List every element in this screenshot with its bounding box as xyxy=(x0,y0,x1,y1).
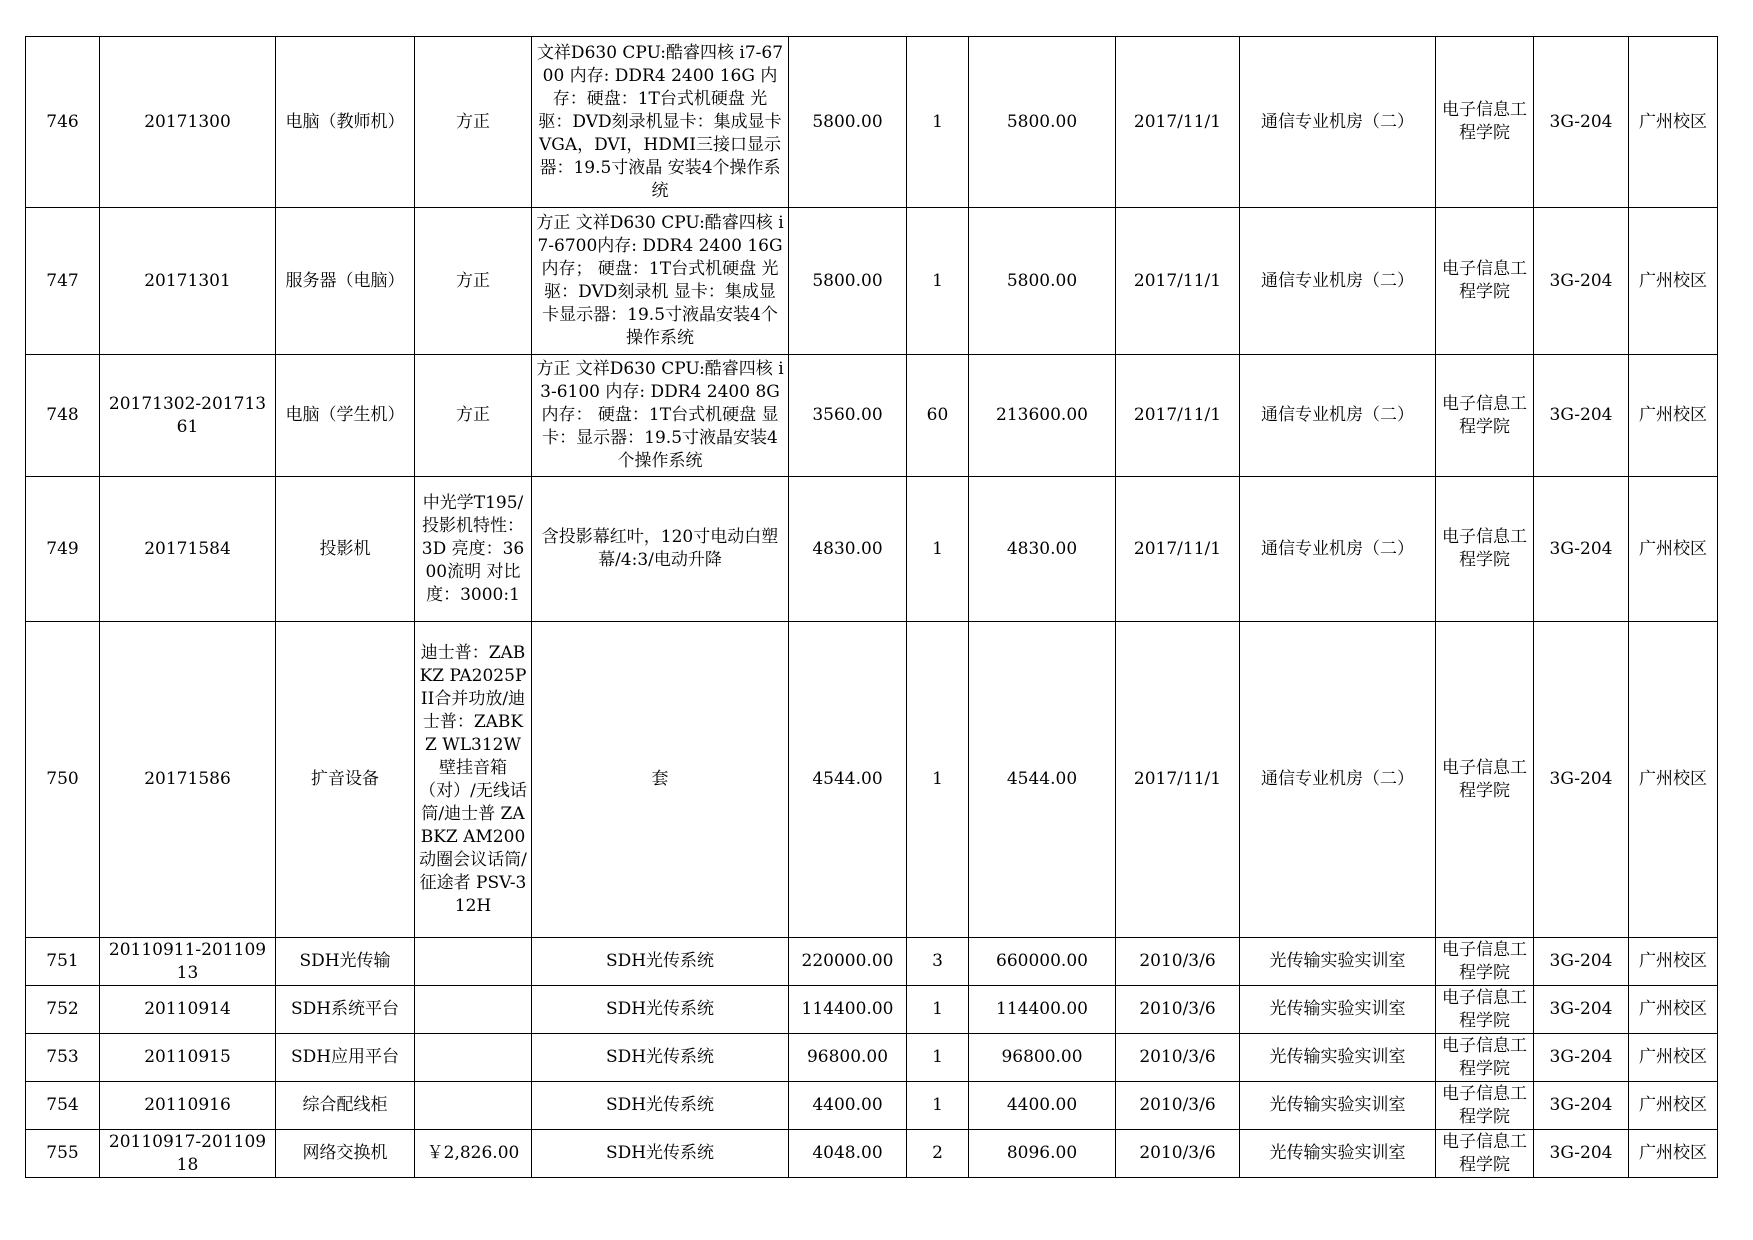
table-row xyxy=(26,1130,1718,1178)
table-row xyxy=(26,986,1718,1034)
item-name-cell: 电脑（学生机） xyxy=(276,355,415,477)
quantity-cell: 3 xyxy=(907,938,969,986)
equipment-inventory-table xyxy=(25,36,1718,1178)
table-row xyxy=(26,355,1718,477)
table-row xyxy=(26,37,1718,208)
spec-cell: 文祥D630 CPU:酷睿四核 i7-6700 内存: DDR4 2400 16G 内存：硬盘：1T台式机硬盘 光驱：DVD刻录机显卡：集成显卡VGA，DVI，HDMI三接口显示器：19.5寸液晶 安装4个操作系统 xyxy=(532,37,789,208)
unit-price-cell: 114400.00 xyxy=(789,986,907,1034)
asset-code-cell: 20171300 xyxy=(100,37,276,208)
brand-cell: ￥2,826.00 xyxy=(415,1130,532,1178)
table-body xyxy=(26,37,1718,1178)
brand-cell: 方正 xyxy=(415,37,532,208)
unit-price-cell: 4544.00 xyxy=(789,622,907,938)
row-number-cell: 751 xyxy=(26,938,100,986)
quantity-cell: 1 xyxy=(907,1082,969,1130)
campus-cell: 广州校区 xyxy=(1629,622,1718,938)
item-name-cell: SDH应用平台 xyxy=(276,1034,415,1082)
row-number-cell: 746 xyxy=(26,37,100,208)
campus-cell: 广州校区 xyxy=(1629,355,1718,477)
table-row xyxy=(26,208,1718,355)
campus-cell: 广州校区 xyxy=(1629,37,1718,208)
purchase-date-cell: 2010/3/6 xyxy=(1116,1034,1240,1082)
asset-code-cell: 20110916 xyxy=(100,1082,276,1130)
brand-cell xyxy=(415,986,532,1034)
row-number-cell: 748 xyxy=(26,355,100,477)
quantity-cell: 1 xyxy=(907,1034,969,1082)
room-cell: 3G-204 xyxy=(1534,355,1629,477)
department-cell: 电子信息工程学院 xyxy=(1436,1082,1534,1130)
total-amount-cell: 4544.00 xyxy=(969,622,1116,938)
campus-cell: 广州校区 xyxy=(1629,1034,1718,1082)
spec-cell: 方正 文祥D630 CPU:酷睿四核 i3-6100 内存: DDR4 2400 8G 内存： 硬盘：1T台式机硬盘 显卡：显示器：19.5寸液晶安装4个操作系统 xyxy=(532,355,789,477)
item-name-cell: 投影机 xyxy=(276,477,415,622)
room-cell: 3G-204 xyxy=(1534,986,1629,1034)
spec-cell: 含投影幕红叶，120寸电动白塑幕/4:3/电动升降 xyxy=(532,477,789,622)
table-row xyxy=(26,622,1718,938)
location-cell: 通信专业机房（二） xyxy=(1240,208,1436,355)
room-cell: 3G-204 xyxy=(1534,477,1629,622)
spec-cell: SDH光传系统 xyxy=(532,1130,789,1178)
row-number-cell: 749 xyxy=(26,477,100,622)
quantity-cell: 60 xyxy=(907,355,969,477)
total-amount-cell: 5800.00 xyxy=(969,37,1116,208)
table-row xyxy=(26,1034,1718,1082)
location-cell: 通信专业机房（二） xyxy=(1240,355,1436,477)
purchase-date-cell: 2010/3/6 xyxy=(1116,938,1240,986)
purchase-date-cell: 2010/3/6 xyxy=(1116,1130,1240,1178)
spec-cell: SDH光传系统 xyxy=(532,938,789,986)
unit-price-cell: 4048.00 xyxy=(789,1130,907,1178)
quantity-cell: 1 xyxy=(907,986,969,1034)
quantity-cell: 1 xyxy=(907,477,969,622)
campus-cell: 广州校区 xyxy=(1629,1130,1718,1178)
unit-price-cell: 4400.00 xyxy=(789,1082,907,1130)
asset-code-cell: 20171302-20171361 xyxy=(100,355,276,477)
asset-code-cell: 20110911-20110913 xyxy=(100,938,276,986)
brand-cell: 中光学T195/投影机特性：3D 亮度：3600流明 对比度：3000:1 xyxy=(415,477,532,622)
campus-cell: 广州校区 xyxy=(1629,208,1718,355)
quantity-cell: 1 xyxy=(907,622,969,938)
spec-cell: 方正 文祥D630 CPU:酷睿四核 i7-6700内存: DDR4 2400 16G 内存； 硬盘：1T台式机硬盘 光驱：DVD刻录机 显卡：集成显卡显示器：19.5寸液晶安装4个操作系统 xyxy=(532,208,789,355)
asset-code-cell: 20110914 xyxy=(100,986,276,1034)
row-number-cell: 755 xyxy=(26,1130,100,1178)
campus-cell: 广州校区 xyxy=(1629,986,1718,1034)
department-cell: 电子信息工程学院 xyxy=(1436,477,1534,622)
unit-price-cell: 220000.00 xyxy=(789,938,907,986)
room-cell: 3G-204 xyxy=(1534,37,1629,208)
location-cell: 光传输实验实训室 xyxy=(1240,1082,1436,1130)
total-amount-cell: 5800.00 xyxy=(969,208,1116,355)
brand-cell: 方正 xyxy=(415,355,532,477)
total-amount-cell: 213600.00 xyxy=(969,355,1116,477)
campus-cell: 广州校区 xyxy=(1629,1082,1718,1130)
campus-cell: 广州校区 xyxy=(1629,477,1718,622)
row-number-cell: 750 xyxy=(26,622,100,938)
purchase-date-cell: 2010/3/6 xyxy=(1116,986,1240,1034)
location-cell: 通信专业机房（二） xyxy=(1240,622,1436,938)
campus-cell: 广州校区 xyxy=(1629,938,1718,986)
department-cell: 电子信息工程学院 xyxy=(1436,986,1534,1034)
quantity-cell: 1 xyxy=(907,208,969,355)
item-name-cell: 网络交换机 xyxy=(276,1130,415,1178)
table-row xyxy=(26,938,1718,986)
department-cell: 电子信息工程学院 xyxy=(1436,1130,1534,1178)
asset-code-cell: 20171301 xyxy=(100,208,276,355)
table-row xyxy=(26,1082,1718,1130)
unit-price-cell: 5800.00 xyxy=(789,37,907,208)
quantity-cell: 2 xyxy=(907,1130,969,1178)
asset-code-cell: 20110915 xyxy=(100,1034,276,1082)
room-cell: 3G-204 xyxy=(1534,1034,1629,1082)
department-cell: 电子信息工程学院 xyxy=(1436,1034,1534,1082)
brand-cell xyxy=(415,938,532,986)
location-cell: 光传输实验实训室 xyxy=(1240,1130,1436,1178)
location-cell: 通信专业机房（二） xyxy=(1240,477,1436,622)
room-cell: 3G-204 xyxy=(1534,1082,1629,1130)
item-name-cell: 电脑（教师机） xyxy=(276,37,415,208)
total-amount-cell: 4400.00 xyxy=(969,1082,1116,1130)
purchase-date-cell: 2017/11/1 xyxy=(1116,477,1240,622)
item-name-cell: 服务器（电脑） xyxy=(276,208,415,355)
table-row xyxy=(26,477,1718,622)
brand-cell: 方正 xyxy=(415,208,532,355)
item-name-cell: 扩音设备 xyxy=(276,622,415,938)
item-name-cell: SDH系统平台 xyxy=(276,986,415,1034)
total-amount-cell: 660000.00 xyxy=(969,938,1116,986)
room-cell: 3G-204 xyxy=(1534,938,1629,986)
row-number-cell: 754 xyxy=(26,1082,100,1130)
item-name-cell: 综合配线柜 xyxy=(276,1082,415,1130)
item-name-cell: SDH光传输 xyxy=(276,938,415,986)
room-cell: 3G-204 xyxy=(1534,1130,1629,1178)
room-cell: 3G-204 xyxy=(1534,622,1629,938)
purchase-date-cell: 2017/11/1 xyxy=(1116,208,1240,355)
total-amount-cell: 114400.00 xyxy=(969,986,1116,1034)
unit-price-cell: 5800.00 xyxy=(789,208,907,355)
brand-cell: 迪士普：ZABKZ PA2025PII合并功放/迪士普：ZABKZ WL312W壁挂音箱（对）/无线话筒/迪士普 ZABKZ AM200动圈会议话筒/征途者 PSV-312H xyxy=(415,622,532,938)
row-number-cell: 747 xyxy=(26,208,100,355)
purchase-date-cell: 2017/11/1 xyxy=(1116,622,1240,938)
spec-cell: 套 xyxy=(532,622,789,938)
location-cell: 光传输实验实训室 xyxy=(1240,938,1436,986)
department-cell: 电子信息工程学院 xyxy=(1436,355,1534,477)
department-cell: 电子信息工程学院 xyxy=(1436,37,1534,208)
spec-cell: SDH光传系统 xyxy=(532,1034,789,1082)
location-cell: 光传输实验实训室 xyxy=(1240,1034,1436,1082)
room-cell: 3G-204 xyxy=(1534,208,1629,355)
spec-cell: SDH光传系统 xyxy=(532,1082,789,1130)
location-cell: 通信专业机房（二） xyxy=(1240,37,1436,208)
department-cell: 电子信息工程学院 xyxy=(1436,622,1534,938)
asset-code-cell: 20110917-20110918 xyxy=(100,1130,276,1178)
asset-code-cell: 20171584 xyxy=(100,477,276,622)
purchase-date-cell: 2010/3/6 xyxy=(1116,1082,1240,1130)
asset-code-cell: 20171586 xyxy=(100,622,276,938)
total-amount-cell: 8096.00 xyxy=(969,1130,1116,1178)
unit-price-cell: 3560.00 xyxy=(789,355,907,477)
row-number-cell: 753 xyxy=(26,1034,100,1082)
row-number-cell: 752 xyxy=(26,986,100,1034)
total-amount-cell: 96800.00 xyxy=(969,1034,1116,1082)
purchase-date-cell: 2017/11/1 xyxy=(1116,355,1240,477)
unit-price-cell: 4830.00 xyxy=(789,477,907,622)
brand-cell xyxy=(415,1082,532,1130)
brand-cell xyxy=(415,1034,532,1082)
quantity-cell: 1 xyxy=(907,37,969,208)
department-cell: 电子信息工程学院 xyxy=(1436,208,1534,355)
location-cell: 光传输实验实训室 xyxy=(1240,986,1436,1034)
department-cell: 电子信息工程学院 xyxy=(1436,938,1534,986)
spec-cell: SDH光传系统 xyxy=(532,986,789,1034)
unit-price-cell: 96800.00 xyxy=(789,1034,907,1082)
total-amount-cell: 4830.00 xyxy=(969,477,1116,622)
purchase-date-cell: 2017/11/1 xyxy=(1116,37,1240,208)
